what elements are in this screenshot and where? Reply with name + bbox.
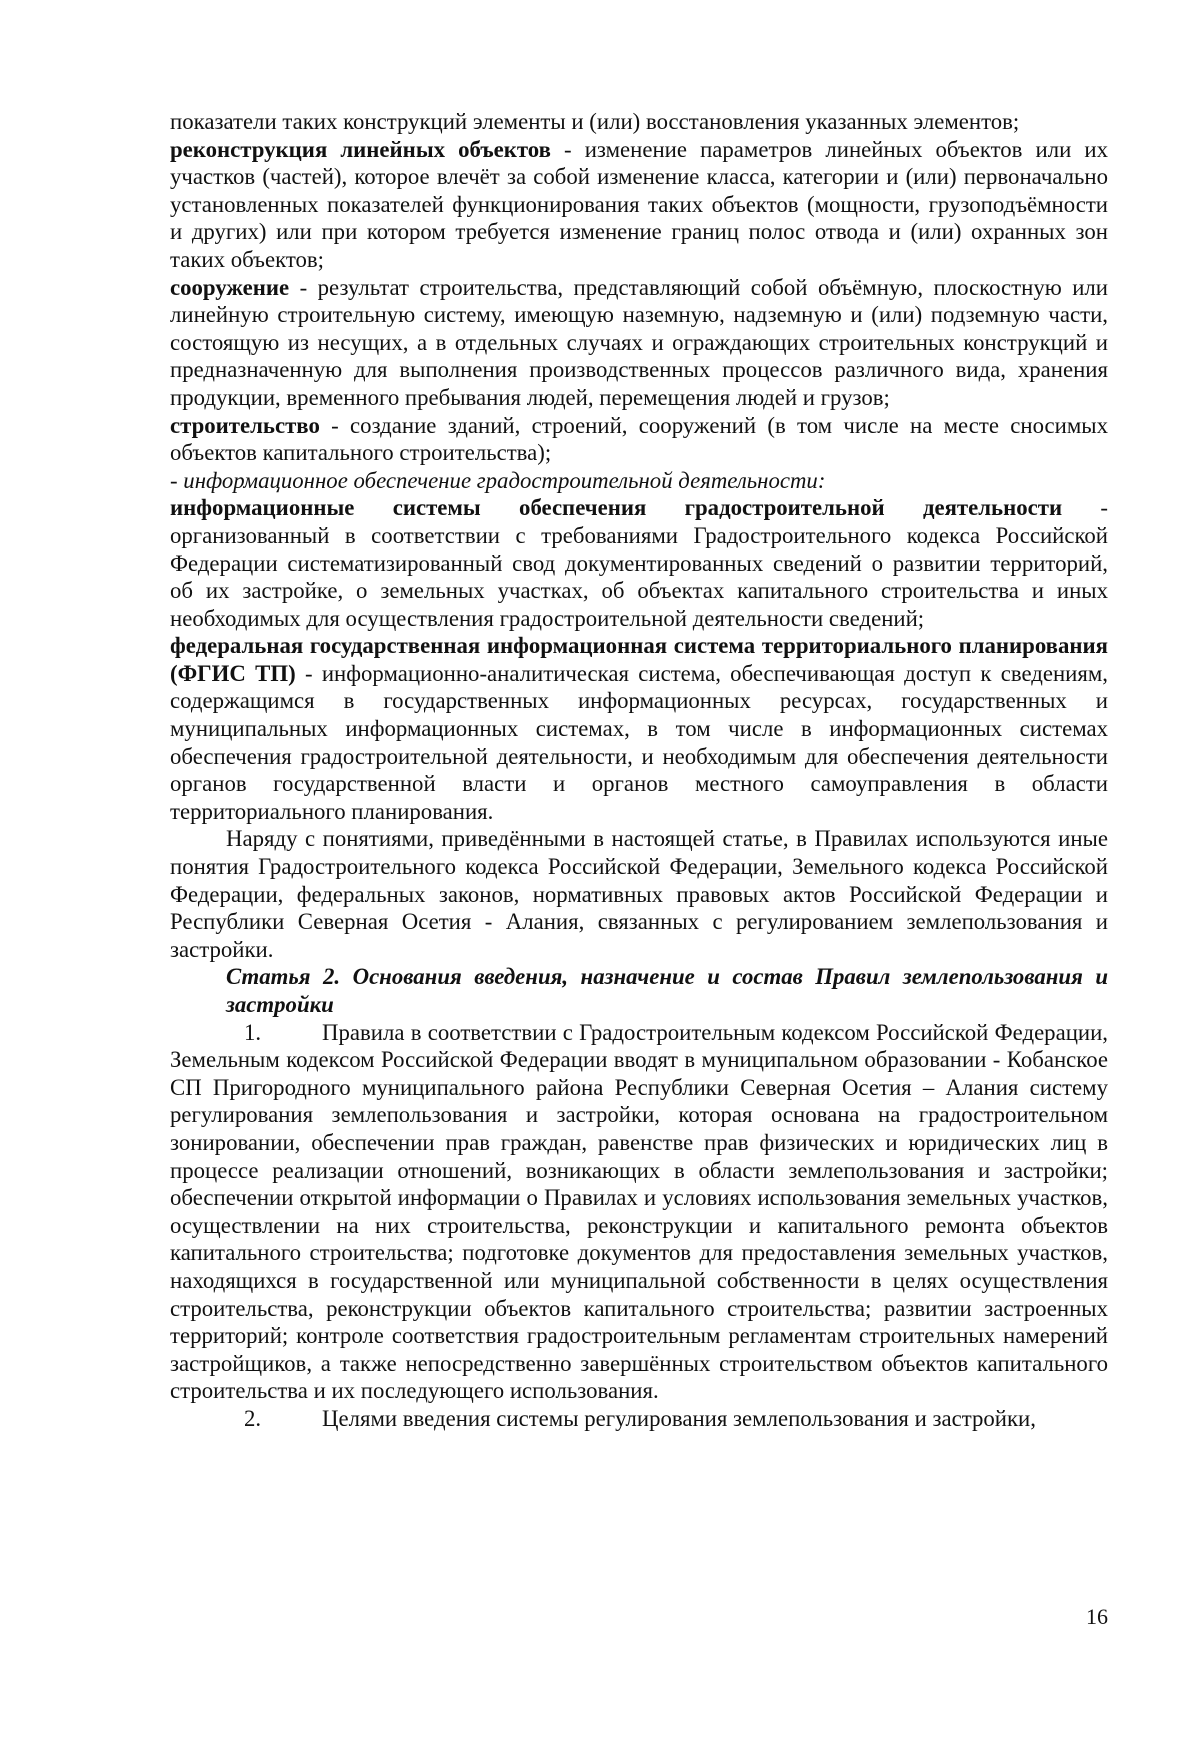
document-page <box>170 108 1108 1433</box>
defined-term: реконструкция линейных объектов <box>170 136 551 162</box>
definition-text: - организованный в соответствии с требованиями Градостроительного кодекса Российской Федерации систематизированный свод документированных сведений о развитии территорий, об их застройке, о земельных участках, об объектах капитального строительства и иных необходимых для осуществления градостроительной деятельности сведений; <box>170 495 1108 631</box>
defined-term: информационные системы обеспечения градостроительной деятельности <box>170 495 1063 521</box>
page-number: 16 <box>1086 1604 1108 1629</box>
item-number: 1. <box>244 1019 262 1045</box>
definition-text: - создание зданий, строений, сооружений (в том числе на месте сносимых объектов капитального строительства); <box>170 412 1108 466</box>
item-text: Правила в соответствии с Градостроительным кодексом Российской Федерации, Земельным кодексом Российской Федерации вводят в муниципальном образовании - Кобанское СП Пригородного муниципального района Республики Северная Осетия – Алания систему регулирования землепользования и застройки, которая основана на градостроительном зонировании, обеспечении прав граждан, равенстве прав физических и юридических лиц в процессе реализации отношений, возникающих в области землепользования и застройки; обеспечении открытой информации о Правилах и условиях использования земельных участков, осуществлении на них строительства, реконструкции и капитального ремонта объектов капитального строительства; подготовке документов для предоставления земельных участков, находящихся в государственной или муниципальной собственности в целях осуществления строительства, реконструкции объектов капитального строительства; развитии застроенных территорий; контроле соответствия градостроительным регламентам строительных намерений застройщиков, а также непосредственно завершённых строительством объектов капитального строительства и их последующего использования. <box>170 1019 1108 1404</box>
defined-term: строительство <box>170 412 320 438</box>
definition-text: - информационно-аналитическая система, обеспечивающая доступ к сведениям, содержащимся в государственных информационных ресурсах, государственных и муниципальных информационных системах, в том числе в информационных системах обеспечения градостроительной деятельности, и необходимым для обеспечения деятельности органов государственной власти и органов местного самоуправления в области территориального планирования. <box>170 660 1108 824</box>
definition-paragraph <box>170 632 1108 825</box>
definition-paragraph <box>170 412 1108 467</box>
definition-paragraph <box>170 494 1108 632</box>
item-text: Целями введения системы регулирования землепользования и застройки, <box>322 1405 1036 1431</box>
item-number: 2. <box>244 1405 262 1431</box>
definition-text: показатели таких конструкций элементы и (или) восстановления указанных элементов; <box>170 109 1020 134</box>
numbered-item <box>170 1405 1108 1433</box>
definition-text: - результат строительства, представляющий собой объёмную, плоскостную или линейную строительную систему, имеющую наземную, надземную и (или) подземную части, состоящую из несущих, а в отдельных случаях и ограждающих строительных конструкций и предназначенную для выполнения производственных процессов различного вида, хранения продукции, временного пребывания людей, перемещения людей и грузов; <box>170 274 1108 410</box>
defined-term: сооружение <box>170 274 290 300</box>
numbered-item <box>170 1019 1108 1405</box>
definition-paragraph <box>170 108 1108 136</box>
definition-text: - изменение параметров линейных объектов или их участков (частей), которое влечёт за собой изменение класса, категории и (или) первоначально установленных показателей функционирования таких объектов (мощности, грузоподъёмности и других) или при котором требуется изменение границ полос отвода и (или) охранных зон таких объектов; <box>170 136 1108 272</box>
definition-paragraph <box>170 136 1108 274</box>
section-heading: - информационное обеспечение градостроительной деятельности: <box>170 467 826 493</box>
closing-paragraph: Наряду с понятиями, приведёнными в настоящей статье, в Правилах используются иные понятия Градостроительного кодекса Российской Федерации, Земельного кодекса Российской Федерации, федеральных законов, нормативных правовых актов Российской Федерации и Республики Северная Осетия - Алания, связанных с регулированием землепользования и застройки. <box>170 826 1108 962</box>
definition-paragraph <box>170 274 1108 412</box>
defined-term: федеральная государственная информационная система территориального планирования (ФГИС ТП) <box>170 633 1108 686</box>
article-heading: Статья 2. Основания введения, назначение и состав Правил землепользования и застройки <box>226 964 1108 1017</box>
